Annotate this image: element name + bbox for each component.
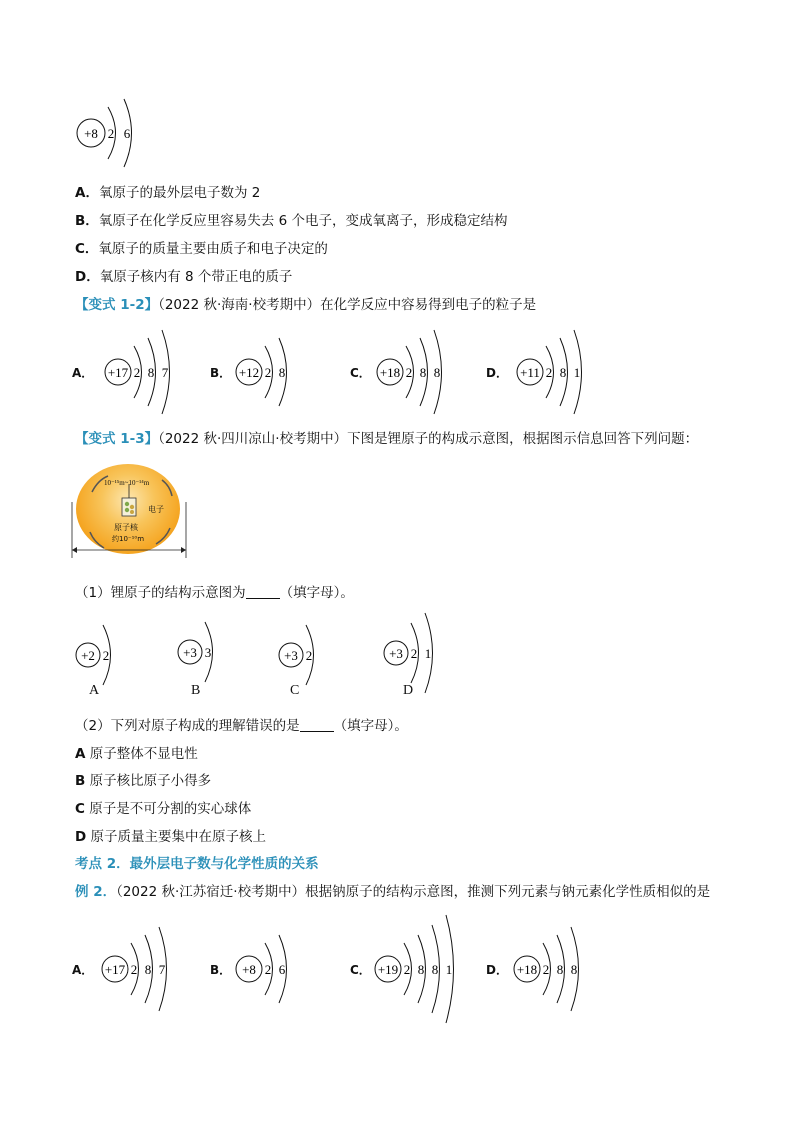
electron-count: 3 — [204, 645, 212, 660]
figure-size-label: 约10⁻¹⁰m — [112, 535, 145, 543]
electron-count: 1 — [573, 365, 581, 380]
electron-count: 8 — [556, 962, 564, 977]
electron-count: 7 — [158, 962, 166, 977]
v13-question: 【变式 1-3】（2022 秋·四川凉山·校考期中）下图是锂原子的构成示意图，根据图示信息回答下列问题： — [75, 431, 699, 447]
electron-arcs — [72, 462, 186, 562]
electron-count: 1 — [445, 962, 453, 977]
electron-count: 8 — [431, 962, 439, 977]
electron-count: 8 — [417, 962, 425, 977]
ex2-label-c: C． — [350, 963, 371, 977]
v13-sub1: （1）锂原子的结构示意图为 （填字母）。 — [75, 585, 354, 601]
section-2-title: 考点 2．最外层电子数与化学性质的关系 — [75, 856, 319, 872]
figure-nucleus-label: 原子核 — [114, 523, 138, 532]
nucleus-charge: +8 — [242, 962, 256, 977]
li-letter-a: A — [89, 683, 100, 698]
v13-option-d: D 原子质量主要集中在原子核上 — [75, 829, 267, 845]
nucleus-charge: +2 — [81, 648, 95, 663]
v13-option-b: B 原子核比原子小得多 — [75, 773, 212, 789]
nucleus-charge: +19 — [377, 962, 399, 977]
electron-count: 8 — [144, 962, 152, 977]
q1-option-b: B．氧原子在化学反应里容易失去 6 个电子，变成氧离子，形成稳定结构 — [75, 213, 508, 229]
electron-count: 7 — [161, 365, 169, 380]
electron-count: 8 — [570, 962, 578, 977]
electron-count: 6 — [123, 126, 131, 141]
electron-count: 6 — [278, 962, 286, 977]
lithium-atom-figure — [72, 462, 186, 562]
figure-top-label: 10⁻¹⁵m~10⁻¹⁴m — [104, 479, 150, 487]
ex2-label-a: A． — [72, 963, 94, 977]
electron-count: 2 — [542, 962, 550, 977]
v12-label-c: C． — [350, 366, 371, 380]
electron-count: 2 — [107, 126, 115, 141]
electron-count: 8 — [433, 365, 441, 380]
electron-count: 8 — [419, 365, 427, 380]
nucleus-charge: +11 — [520, 365, 540, 380]
electron-count: 2 — [264, 962, 272, 977]
nucleus-charge: +3 — [389, 646, 403, 661]
nucleus-charge: +17 — [107, 365, 129, 380]
electron-count: 2 — [545, 365, 553, 380]
li-letter-c: C — [290, 683, 300, 698]
v13-sub2: （2）下列对原子构成的理解错误的是 （填字母）。 — [75, 718, 408, 734]
nucleus-charge: +3 — [183, 645, 197, 660]
nucleus-charge: +8 — [84, 126, 98, 141]
v13-option-a: A 原子整体不显电性 — [75, 746, 198, 762]
q1-option-d: D．氧原子核内有 8 个带正电的质子 — [75, 269, 293, 285]
v13-option-c: C 原子是不可分割的实心球体 — [75, 801, 252, 817]
nucleus-charge: +18 — [379, 365, 401, 380]
q1-option-a: A．氧原子的最外层电子数为 2 — [75, 185, 261, 201]
nucleus-charge: +12 — [238, 365, 260, 380]
electron-count: 2 — [405, 365, 413, 380]
ex2-label-d: D． — [486, 963, 508, 977]
electron-count: 2 — [102, 648, 110, 663]
electron-count: 2 — [305, 648, 313, 663]
answer-blank-2[interactable] — [300, 717, 334, 732]
electron-count: 8 — [278, 365, 286, 380]
answer-blank-1[interactable] — [246, 584, 280, 599]
li-letter-d: D — [403, 683, 414, 698]
v12-question: 【变式 1-2】（2022 秋·海南·校考期中）在化学反应中容易得到电子的粒子是 — [75, 297, 537, 313]
electron-count: 2 — [130, 962, 138, 977]
electron-count: 8 — [559, 365, 567, 380]
electron-count: 2 — [410, 646, 418, 661]
nucleus-charge: +18 — [516, 962, 538, 977]
electron-count: 2 — [264, 365, 272, 380]
nucleus-charge: +17 — [104, 962, 126, 977]
v12-label-a: A． — [72, 366, 94, 380]
electron-count: 2 — [133, 365, 141, 380]
q1-option-c: C．氧原子的质量主要由质子和电子决定的 — [75, 241, 328, 257]
electron-count: 8 — [147, 365, 155, 380]
v12-label-b: B． — [210, 366, 232, 380]
electron-count: 1 — [424, 646, 432, 661]
v12-label-d: D． — [486, 366, 508, 380]
li-letter-b: B — [191, 683, 201, 698]
nucleus-charge: +3 — [284, 648, 298, 663]
ex2-label-b: B． — [210, 963, 232, 977]
ex2-question: 例 2．（2022 秋·江苏宿迁·校考期中）根据钠原子的结构示意图，推测下列元素与钠元素化学性质相似的是 — [75, 884, 711, 900]
figure-electron-label: 电子 — [148, 505, 164, 514]
electron-count: 2 — [403, 962, 411, 977]
